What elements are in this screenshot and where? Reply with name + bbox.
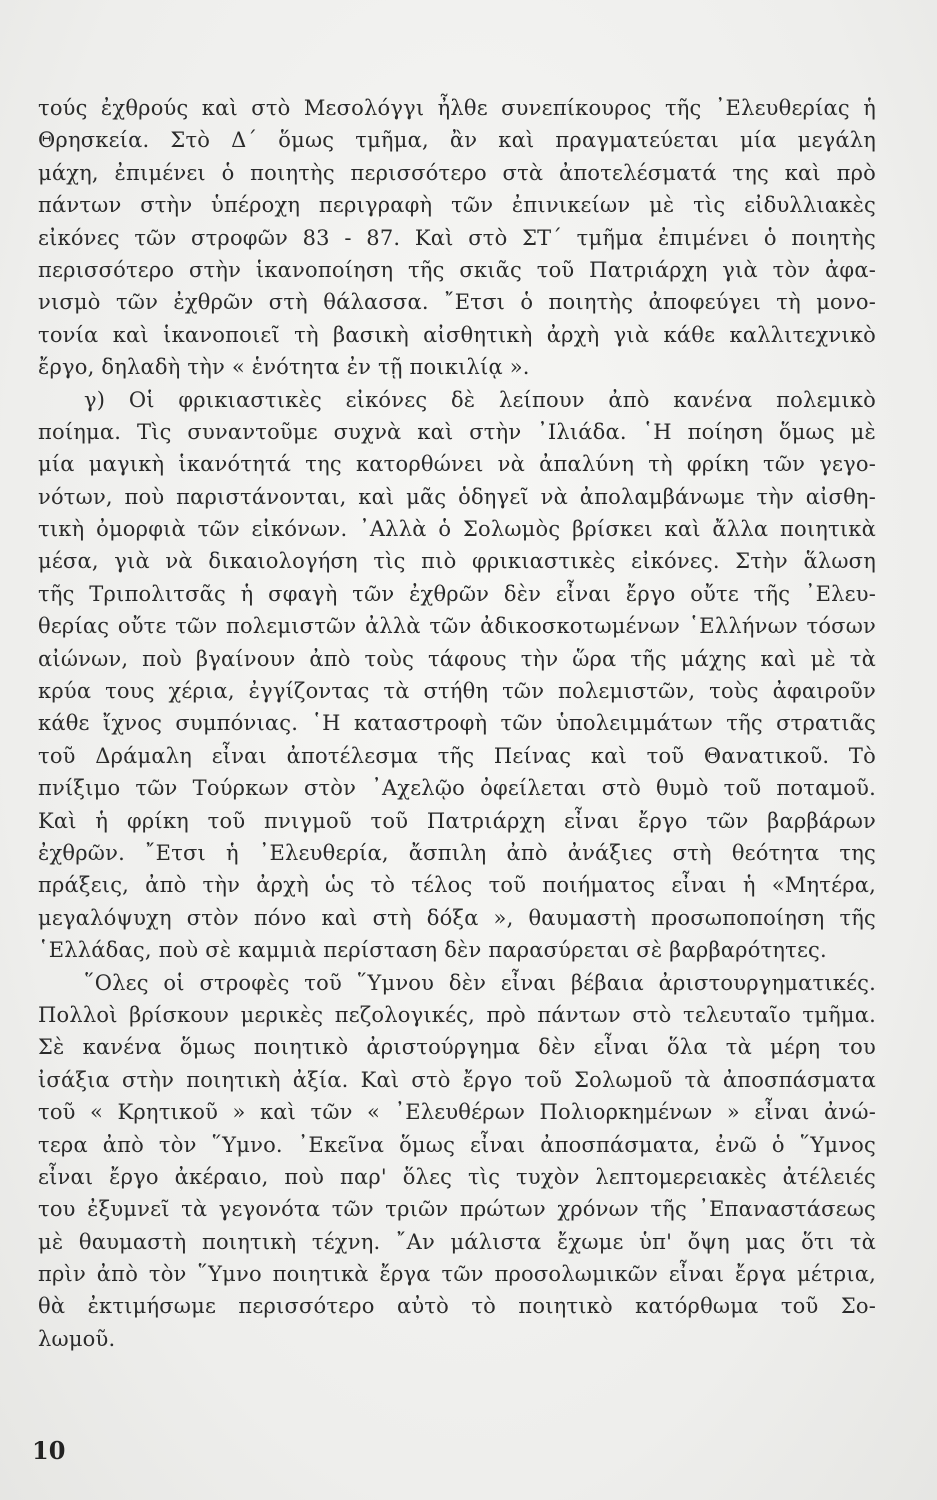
text-line: νισμὸ τῶν ἐχθρῶν στὴ θάλασσα. ῎Ετσι ὁ ποιητὴς ἀποφεύγει τὴ μονο- [38,290,876,315]
text-line: ῞Ολες οἱ στροφὲς τοῦ ῞Υμνου δὲν εἶναι βέβαια ἀριστουργηματικές. [84,970,876,995]
text-line: ἔργο, δηλαδὴ τὴν « ἑνότητα ἐν τῇ ποικιλίᾳ ». [38,355,530,380]
text-line: Θρησκεία. Στὸ Δ΄ ὅμως τμῆμα, ἂν καὶ πραγματεύεται μία μεγάλη [38,128,876,153]
text-line: τονία καὶ ἱκανοποιεῖ τὴ βασικὴ αἰσθητικὴ ἀρχὴ γιὰ κάθε καλλιτεχνικὸ [38,322,876,347]
text-line: μεγαλόψυχη στὸν πόνο καὶ στὴ δόξα », θαυμαστὴ προσωποποίηση τῆς [38,905,876,930]
text-line: ῾Ελλάδας, ποὺ σὲ καμμιὰ περίσταση δὲν παρασύρεται σὲ βαρβαρότητες. [38,938,827,963]
text-line: Σὲ κανένα ὅμως ποιητικὸ ἀριστούργημα δὲν εἶναι ὅλα τὰ μέρη του [38,1035,876,1060]
text-line: περισσότερο στὴν ἱκανοποίηση τῆς σκιᾶς τοῦ Πατριάρχη γιὰ τὸν ἀφα- [38,257,876,282]
text-line: τοῦ Δράμαλη εἶναι ἀποτέλεσμα τῆς Πείνας καὶ τοῦ Θανατικοῦ. Τὸ [38,743,876,768]
text-line: τερα ἀπὸ τὸν ῞Υμνο. ᾿Εκεῖνα ὅμως εἶναι ἀποσπάσματα, ἐνῶ ὁ ῞Υμνος [38,1132,876,1157]
text-line: μέσα, γιὰ νὰ δικαιολογήση τὶς πιὸ φρικιαστικὲς εἰκόνες. Στὴν ἅλωση [38,549,876,574]
text-line: τούς ἐχθρούς καὶ στὸ Μεσολόγγι ἦλθε συνεπίκουρος τῆς ᾿Ελευθερίας ἡ [38,96,876,120]
text-line: πράξεις, ἀπὸ τὴν ἀρχὴ ὡς τὸ τέλος τοῦ ποιήματος εἶναι ἡ «Μητέρα, [38,873,876,898]
text-line: μία μαγικὴ ἱκανότητά της κατορθώνει νὰ ἀπαλύνη τὴ φρίκη τῶν γεγο- [38,452,876,477]
text-line: εἶναι ἔργο ἀκέραιο, ποὺ παρ' ὅλες τὶς τυχὸν λεπτομερειακὲς ἀτέλειές [38,1164,876,1189]
text-line: κάθε ἴχνος συμπόνιας. ῾Η καταστροφὴ τῶν ὑπολειμμάτων τῆς στρατιᾶς [38,711,876,736]
text-line: ποίημα. Τὶς συναντοῦμε συχνὰ καὶ στὴν ᾿Ιλιάδα. ῾Η ποίηση ὅμως μὲ [38,419,876,444]
text-line: θερίας οὔτε τῶν πολεμιστῶν ἀλλὰ τῶν ἀδικοσκοτωμένων ῾Ελλήνων τόσων [38,614,876,639]
text-line: γ) Οἱ φρικιαστικὲς εἰκόνες δὲ λείπουν ἀπὸ κανένα πολεμικὸ [84,387,876,412]
text-line: εἰκόνες τῶν στροφῶν 83 - 87. Καὶ στὸ ΣΤ΄ τμῆμα ἐπιμένει ὁ ποιητὴς [38,225,876,250]
text-line: πάντων στὴν ὑπέροχη περιγραφὴ τῶν ἐπινικείων μὲ τὶς εἰδυλλιακὲς [38,193,876,218]
text-line: Πολλοὶ βρίσκουν μερικὲς πεζολογικές, πρὸ πάντων στὸ τελευταῖο τμῆμα. [38,1002,876,1027]
text-line: πνίξιμο τῶν Τούρκων στὸν ᾿Αχελῷο ὀφείλεται στὸ θυμὸ τοῦ ποταμοῦ. [38,776,876,801]
text-line: νότων, ποὺ παριστάνονται, καὶ μᾶς ὁδηγεῖ νὰ ἀπολαμβάνωμε τὴν αἰσθη- [38,484,876,509]
text-line: τικὴ ὀμορφιὰ τῶν εἰκόνων. ᾿Αλλὰ ὁ Σολωμὸς βρίσκει καὶ ἄλλα ποιητικὰ [38,517,876,542]
text-line: τοῦ « Κρητικοῦ » καὶ τῶν « ᾿Ελευθέρων Πολιορκημένων » εἶναι ἀνώ- [38,1100,876,1125]
text-line: Καὶ ἡ φρίκη τοῦ πνιγμοῦ τοῦ Πατριάρχη εἶναι ἔργο τῶν βαρβάρων [38,808,876,833]
text-line: αἰώνων, ποὺ βγαίνουν ἀπὸ τοὺς τάφους τὴν ὥρα τῆς μάχης καὶ μὲ τὰ [38,646,876,671]
text-line: ἰσάξια στὴν ποιητικὴ ἀξία. Καὶ στὸ ἔργο τοῦ Σολωμοῦ τὰ ἀποσπάσματα [38,1067,876,1092]
text-line: μάχη, ἐπιμένει ὁ ποιητὴς περισσότερο στὰ ἀποτελέσματά της καὶ πρὸ [38,160,876,185]
text-line: θὰ ἐκτιμήσωμε περισσότερο αὐτὸ τὸ ποιητικὸ κατόρθωμα τοῦ Σο- [38,1294,876,1319]
page-number: 10 [32,1436,66,1465]
text-line: μὲ θαυμαστὴ ποιητικὴ τέχνη. ῎Αν μάλιστα ἔχωμε ὑπ' ὄψη μας ὅτι τὰ [38,1229,876,1254]
text-line: κρύα τους χέρια, ἐγγίζοντας τὰ στήθη τῶν πολεμιστῶν, τοὺς ἀφαιροῦν [38,679,876,704]
text-line: πρὶν ἀπὸ τὸν ῞Υμνο ποιητικὰ ἔργα τῶν προσολωμικῶν εἶναι ἔργα μέτρια, [38,1262,876,1287]
text-line: του ἐξυμνεῖ τὰ γεγονότα τῶν τριῶν πρώτων χρόνων τῆς ᾿Επαναστάσεως [38,1197,876,1222]
text-line: ἐχθρῶν. ῎Ετσι ἡ ᾿Ελευθερία, ἄσπιλη ἀπὸ ἀνάξιες στὴ θεότητα της [38,840,876,865]
body-text [38,92,876,1355]
text-line: τῆς Τριπολιτσᾶς ἡ σφαγὴ τῶν ἐχθρῶν δὲν εἶναι ἔργο οὔτε τῆς ᾿Ελευ- [38,581,876,606]
text-line: λωμοῦ. [38,1326,116,1351]
